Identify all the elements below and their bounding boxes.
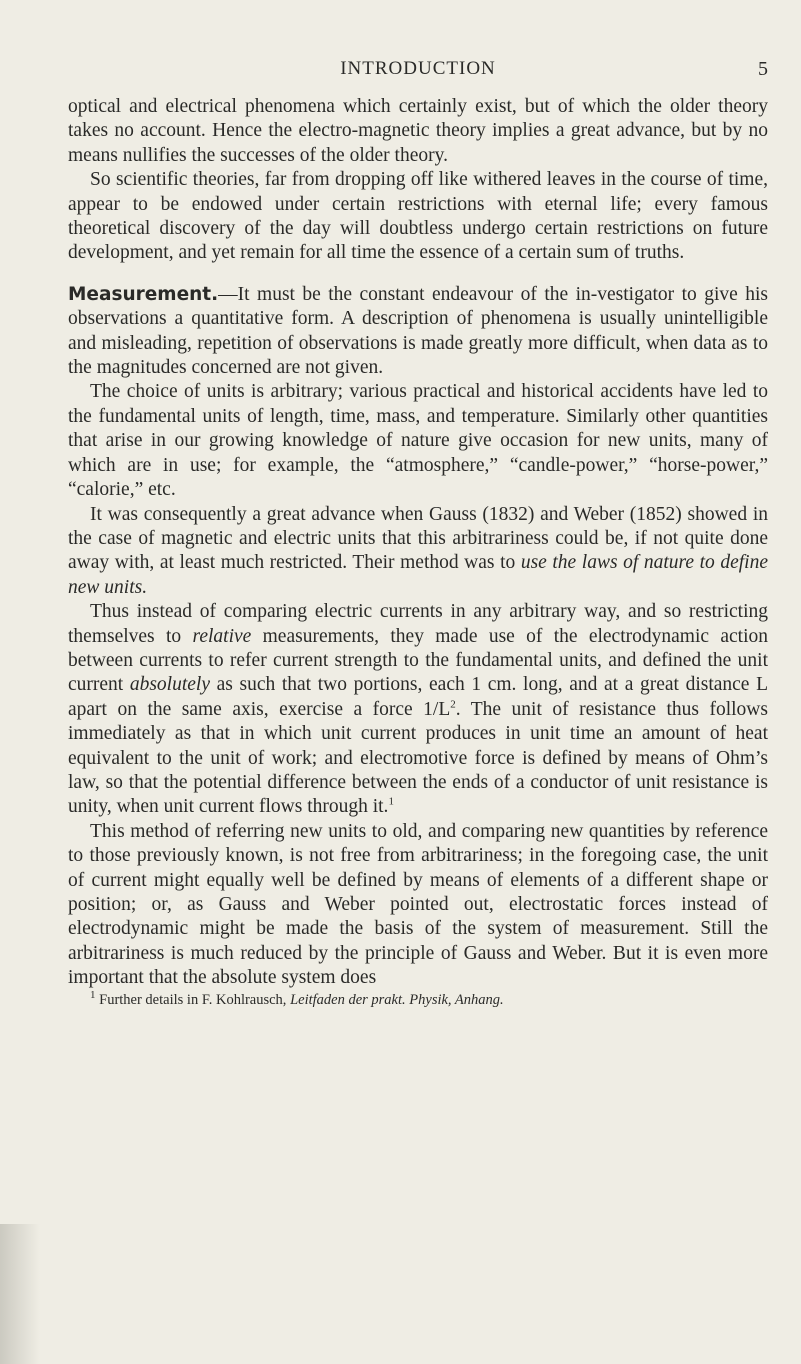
paragraph-2: So scientific theories, far from dropping off like withered leaves in the course of time, appear to be endowed under certain restrictions with eternal life; every famous theoretical discovery of the day will doubtless undergo certain restrictions on future development, and yet remain for all time the essence of a certain sum of truths.	[68, 169, 768, 264]
page-edge-shadow	[0, 1224, 40, 1364]
page-body	[68, 95, 768, 1009]
paragraph-6-text-c: as such that two portions, each 1 cm. long, and at a great distance L apart on the same axis, exercise a force 1/L	[68, 674, 768, 720]
paragraph-5	[68, 503, 768, 601]
footnote-title: Leitfaden der prakt. Physik, Anhang.	[290, 991, 504, 1008]
paragraph-3-text: —It must be the constant endeavour of the in-vestigator to give his observations a quantitative form. A description of phenomena is usually unintelligible and misleading, repetition of observations is made greatly more difficult, when data as to the magnitudes concerned are not given.	[68, 283, 768, 379]
paragraph-measurement	[68, 283, 768, 381]
paragraph-4: The choice of units is arbitrary; various practical and historical accidents have led to the fundamental units of length, time, mass, and temperature. Similarly other quantities that arise in our growing knowledge of nature give occasion for new units, many of which are in use; for example, the “atmosphere,” “candle-power,” “horse-power,” “calorie,” etc.	[68, 381, 768, 501]
paragraph-6-emphasis-absolutely: absolutely	[129, 674, 210, 696]
section-heading: Measurement.	[68, 283, 219, 305]
paragraph-6	[68, 600, 768, 820]
page-number: 5	[758, 58, 768, 80]
running-head: INTRODUCTION	[340, 58, 496, 79]
paragraph-7: This method of referring new units to old, and comparing new quantities by reference to those previously known, is not free from arbitrariness; in the foregoing case, the unit of current might equally well be defined by means of elements of a different shape or position; or, as Gauss and Weber pointed out, electrostatic forces instead of electrodynamic might be made the basis of the system of measurement. Still the arbitrariness is much reduced by the principle of Gauss and Weber. But it is even more important that the absolute system does	[68, 820, 768, 989]
paragraph-6-emphasis-relative: relative	[192, 625, 252, 647]
footnote-text: Further details in F. Kohlrausch,	[95, 991, 291, 1008]
footnote-mark: 1	[90, 988, 96, 1001]
paragraph-1: optical and electrical phenomena which certainly exist, but of which the older theory takes no account. Hence the electro-magnetic theory implies a great advance, but by no means nullifies the successes of the older theory.	[68, 96, 768, 166]
paragraph-6-text-a: Thus instead of comparing electric currents in any arbitrary way, and so restricting themselves to	[68, 601, 768, 647]
footnote-reference: 1	[388, 795, 394, 808]
page-header	[68, 58, 768, 88]
footnote	[68, 988, 768, 1009]
paragraph-5-text: It was consequently a great advance when Gauss (1832) and Weber (1852) showed in the case of magnetic and electric units that this arbitrariness could be, if not quite done away with, at least much restricted. Their method was to	[68, 503, 768, 574]
paragraph-6-text-d: . The unit of resistance thus follows immediately as that in which unit current produces in unit time an amount of heat equivalent to the unit of work; and electromotive force is defined by means of Ohm’s law, so that the potential difference between the ends of a conductor of unit resistance is unity, when unit current flows through it.	[68, 698, 768, 818]
superscript-exponent: 2	[450, 698, 456, 711]
paragraph-5-emphasis: use the laws of nature to define new units.	[68, 552, 769, 598]
paragraph-6-text-b: measurements, they made use of the electrodynamic action between currents to refer current strength to the fundamental units, and defined the unit current	[68, 625, 768, 696]
